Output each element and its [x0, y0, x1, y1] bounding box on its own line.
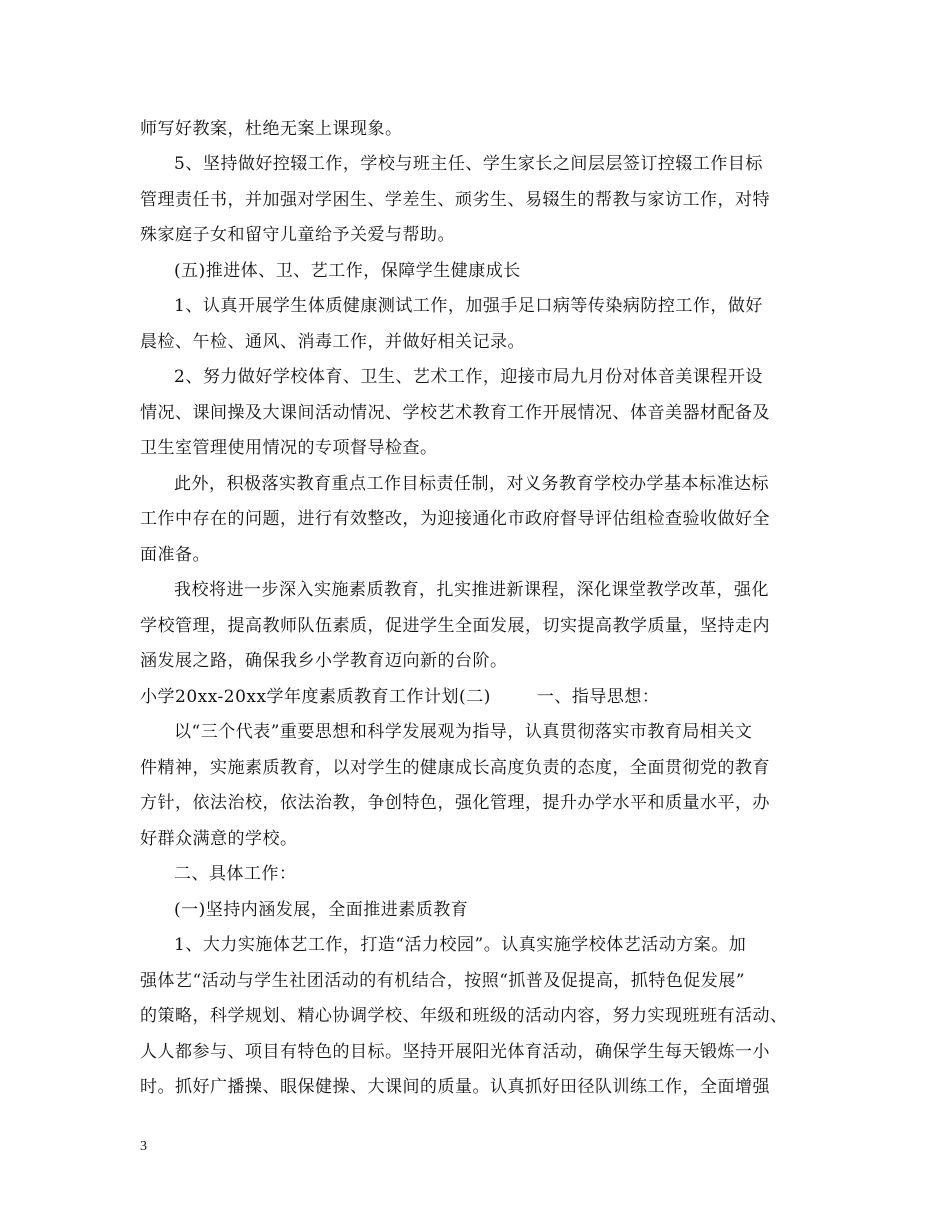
- text-line: 面准备。: [140, 545, 210, 565]
- text-line: 方针，依法治校，依法治教，争创特色，强化管理，提升办学水平和质量水平，办: [140, 793, 770, 813]
- text-line: 管理责任书，并加强对学困生、学差生、顽劣生、易辍生的帮教与家访工作，对特: [140, 190, 770, 210]
- text-line: 我校将进一步深入实施素质教育，扎实推进新课程，深化课堂教学改革，强化: [174, 580, 769, 600]
- text-line: 工作中存在的问题，进行有效整改，为迎接通化市政府督导评估组检查验收做好全: [140, 509, 770, 529]
- text-line: 此外，积极落实教育重点工作目标责任制，对义务教育学校办学基本标准达标: [174, 474, 769, 494]
- plan-title-line: [140, 686, 659, 708]
- text-line: 以“三个代表”重要思想和科学发展观为指导，认真贯彻落实市教育局相关文: [174, 722, 753, 742]
- text-line: 1、大力实施体艺工作，打造“活力校园”。认真实施学校体艺活动方案。加: [174, 935, 747, 955]
- text-line: 卫生室管理使用情况的专项督导检查。: [140, 438, 438, 458]
- text-line: 件精神，实施素质教育，以对学生的健康成长高度负责的态度，全面贯彻党的教育: [140, 758, 770, 778]
- text-line: 好群众满意的学校。: [140, 829, 298, 849]
- section-heading: (一)坚持内涵发展，全面推进素质教育: [174, 900, 469, 920]
- plan-title: 小学20xx-20xx学年度素质教育工作计划(二): [140, 687, 491, 707]
- text-line: 情况、课间操及大课间活动情况、学校艺术教育工作开展情况、体音美器材配备及: [140, 403, 770, 423]
- text-line: 5、坚持做好控辍工作，学校与班主任、学生家长之间层层签订控辍工作目标: [174, 154, 763, 174]
- text-line: 涵发展之路，确保我乡小学教育迈向新的台阶。: [140, 651, 508, 671]
- section-heading: (五)推进体、卫、艺工作，保障学生健康成长: [174, 261, 521, 281]
- page-number: 3: [140, 1139, 147, 1154]
- text-line: 晨检、午检、通风、消毒工作，并做好相关记录。: [140, 332, 525, 352]
- text-line: 殊家庭子女和留守儿童给予关爱与帮助。: [140, 225, 455, 245]
- text-line: 时。抓好广播操、眼保健操、大课间的质量。认真抓好田径队训练工作，全面增强: [140, 1077, 770, 1097]
- text-line: 师写好教案，杜绝无案上课现象。: [140, 119, 403, 139]
- text-line: 1、认真开展学生体质健康测试工作，加强手足口病等传染病防控工作，做好: [174, 296, 763, 316]
- text-line: 的策略，科学规划、精心协调学校、年级和班级的活动内容，努力实现班班有活动、: [140, 1006, 788, 1026]
- text-line: 人人都参与、项目有特色的目标。坚持开展阳光体育活动，确保学生每天锻炼一小: [140, 1042, 770, 1062]
- section-heading: 二、具体工作：: [174, 864, 297, 884]
- text-line: 2、努力做好学校体育、卫生、艺术工作，迎接市局九月份对体音美课程开设: [174, 367, 763, 387]
- text-line: 学校管理，提高教师队伍素质，促进学生全面发展，切实提高教学质量，坚持走内: [140, 616, 770, 636]
- section-heading: 一、指导思想：: [536, 687, 660, 707]
- text-line: 强体艺“活动与学生社团活动的有机结合，按照“抓普及促提高，抓特色促发展”: [140, 971, 746, 991]
